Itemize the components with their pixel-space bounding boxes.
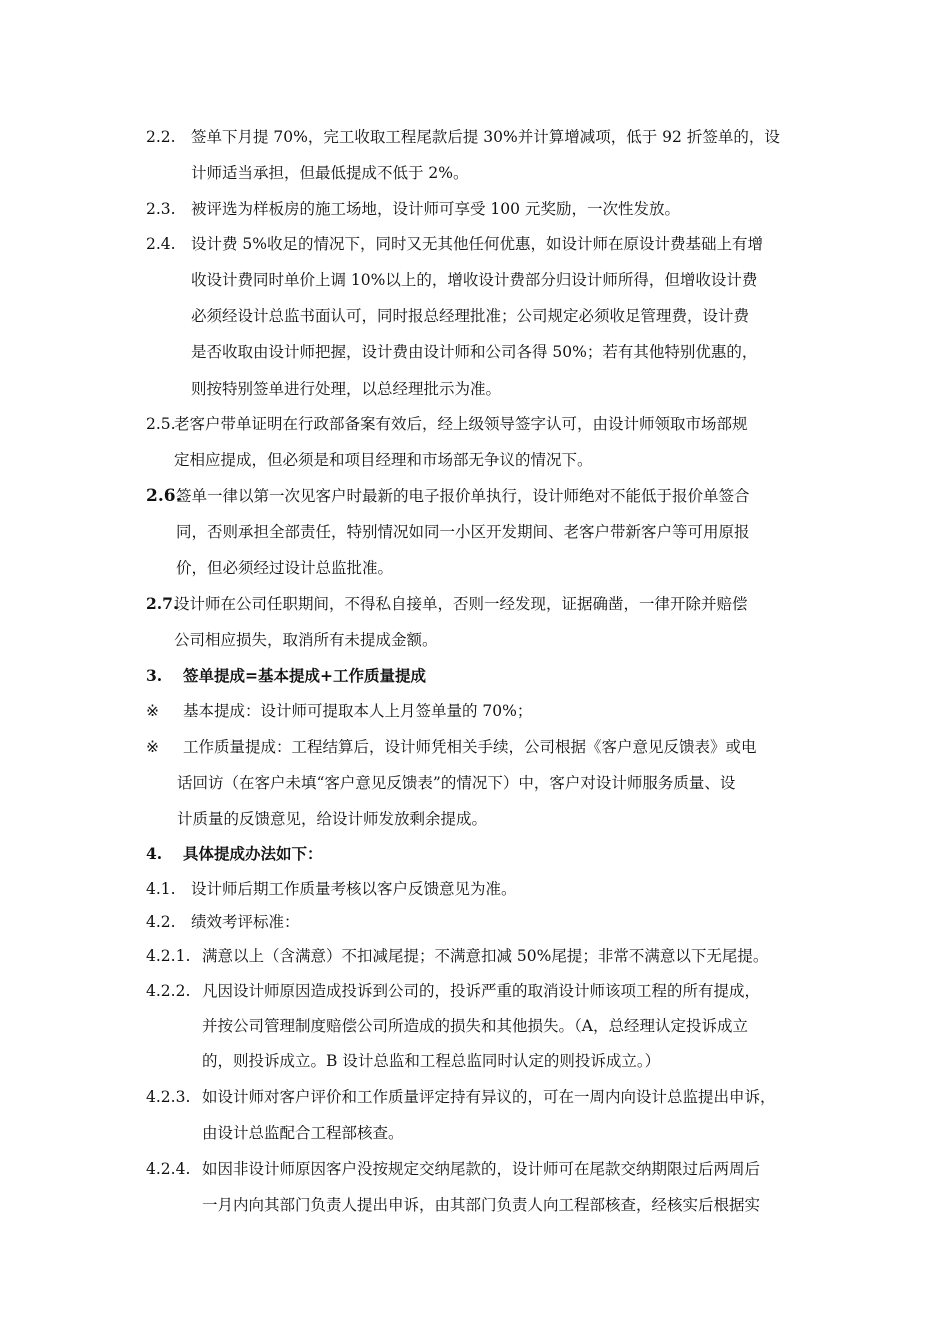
text-line: 一月内向其部门负责人提出申诉，由其部门负责人向工程部核查，经核实后根据实 bbox=[202, 1196, 761, 1214]
item-number: 2.6. bbox=[146, 486, 182, 506]
text-line: 凡因设计师原因造成投诉到公司的，投诉严重的取消设计师该项工程的所有提成， bbox=[202, 982, 761, 1000]
text-line: 公司相应损失，取消所有未提成金额。 bbox=[174, 631, 438, 649]
section-heading: 具体提成办法如下： bbox=[183, 844, 323, 863]
text-line: 工作质量提成：工程结算后，设计师凭相关手续，公司根据《客户意见反馈表》或电 bbox=[183, 738, 757, 756]
text-line: 并按公司管理制度赔偿公司所造成的损失和其他损失。（A，总经理认定投诉成立 bbox=[202, 1017, 748, 1035]
text-line: 基本提成：设计师可提取本人上月签单量的 70%； bbox=[183, 702, 533, 720]
text-line: 设计师在公司任职期间，不得私自接单，否则一经发现，证据确凿，一律开除并赔偿 bbox=[174, 595, 748, 613]
item-number: 2.5. bbox=[146, 415, 176, 433]
text-line: 则按特别签单进行处理，以总经理批示为准。 bbox=[191, 380, 502, 398]
text-line: 设计费 5%收足的情况下，同时又无其他任何优惠，如设计师在原设计费基础上有增 bbox=[191, 235, 764, 253]
text-line: 老客户带单证明在行政部备案有效后，经上级领导签字认可，由设计师领取市场部规 bbox=[174, 415, 748, 433]
item-number: 4.1. bbox=[146, 880, 176, 898]
text-line: 价，但必须经过设计总监批准。 bbox=[176, 559, 394, 577]
text-line: 如因非设计师原因客户没按规定交纳尾款的，设计师可在尾款交纳期限过后两周后 bbox=[202, 1160, 761, 1178]
text-line: 满意以上（含满意）不扣减尾提；不满意扣减 50%尾提；非常不满意以下无尾提。 bbox=[202, 947, 769, 965]
item-number: 4.2.1. bbox=[146, 947, 191, 965]
text-line: 必须经设计总监书面认可，同时报总经理批准；公司规定必须收足管理费，设计费 bbox=[191, 307, 750, 325]
item-number: 4.2.3. bbox=[146, 1088, 191, 1106]
text-line: 计质量的反馈意见，给设计师发放剩余提成。 bbox=[177, 810, 488, 828]
reference-mark: ※ bbox=[146, 702, 159, 720]
text-line: 签单下月提 70%，完工收取工程尾款后提 30%并计算增减项，低于 92 折签单的，设 bbox=[191, 128, 780, 146]
section-heading: 签单提成=基本提成+工作质量提成 bbox=[183, 666, 426, 685]
text-line: 签单一律以第一次见客户时最新的电子报价单执行，设计师绝对不能低于报价单签合 bbox=[176, 487, 750, 505]
section-number: 3. bbox=[146, 666, 163, 685]
text-line: 绩效考评标准： bbox=[191, 913, 300, 931]
text-line: 如设计师对客户评价和工作质量评定持有异议的，可在一周内向设计总监提出申诉， bbox=[202, 1088, 776, 1106]
text-line: 话回访（在客户未填“客户意见反馈表”的情况下）中，客户对设计师服务质量、设 bbox=[177, 774, 736, 792]
item-number: 2.7. bbox=[146, 594, 179, 613]
item-number: 4.2.2. bbox=[146, 982, 191, 1000]
section-number: 4. bbox=[146, 844, 163, 863]
reference-mark: ※ bbox=[146, 738, 159, 756]
text-line: 由设计总监配合工程部核查。 bbox=[202, 1124, 404, 1142]
text-line: 被评选为样板房的施工场地，设计师可享受 100 元奖励，一次性发放。 bbox=[191, 200, 680, 218]
text-line: 定相应提成，但必须是和项目经理和市场部无争议的情况下。 bbox=[174, 451, 593, 469]
item-number: 4.2.4. bbox=[146, 1160, 191, 1178]
text-line: 同，否则承担全部责任，特别情况如同一小区开发期间、老客户带新客户等可用原报 bbox=[176, 523, 750, 541]
text-line: 计师适当承担，但最低提成不低于 2%。 bbox=[191, 164, 469, 182]
item-number: 4.2. bbox=[146, 913, 176, 931]
item-number: 2.4. bbox=[146, 235, 176, 253]
text-line: 的，则投诉成立。B 设计总监和工程总监同时认定的则投诉成立。） bbox=[202, 1052, 661, 1070]
text-line: 设计师后期工作质量考核以客户反馈意见为准。 bbox=[191, 880, 517, 898]
item-number: 2.2. bbox=[146, 128, 176, 146]
text-line: 收设计费同时单价上调 10%以上的，增收设计费部分归设计师所得，但增收设计费 bbox=[191, 271, 758, 289]
item-number: 2.3. bbox=[146, 200, 176, 218]
text-line: 是否收取由设计师把握，设计费由设计师和公司各得 50%；若有其他特别优惠的， bbox=[191, 343, 758, 361]
